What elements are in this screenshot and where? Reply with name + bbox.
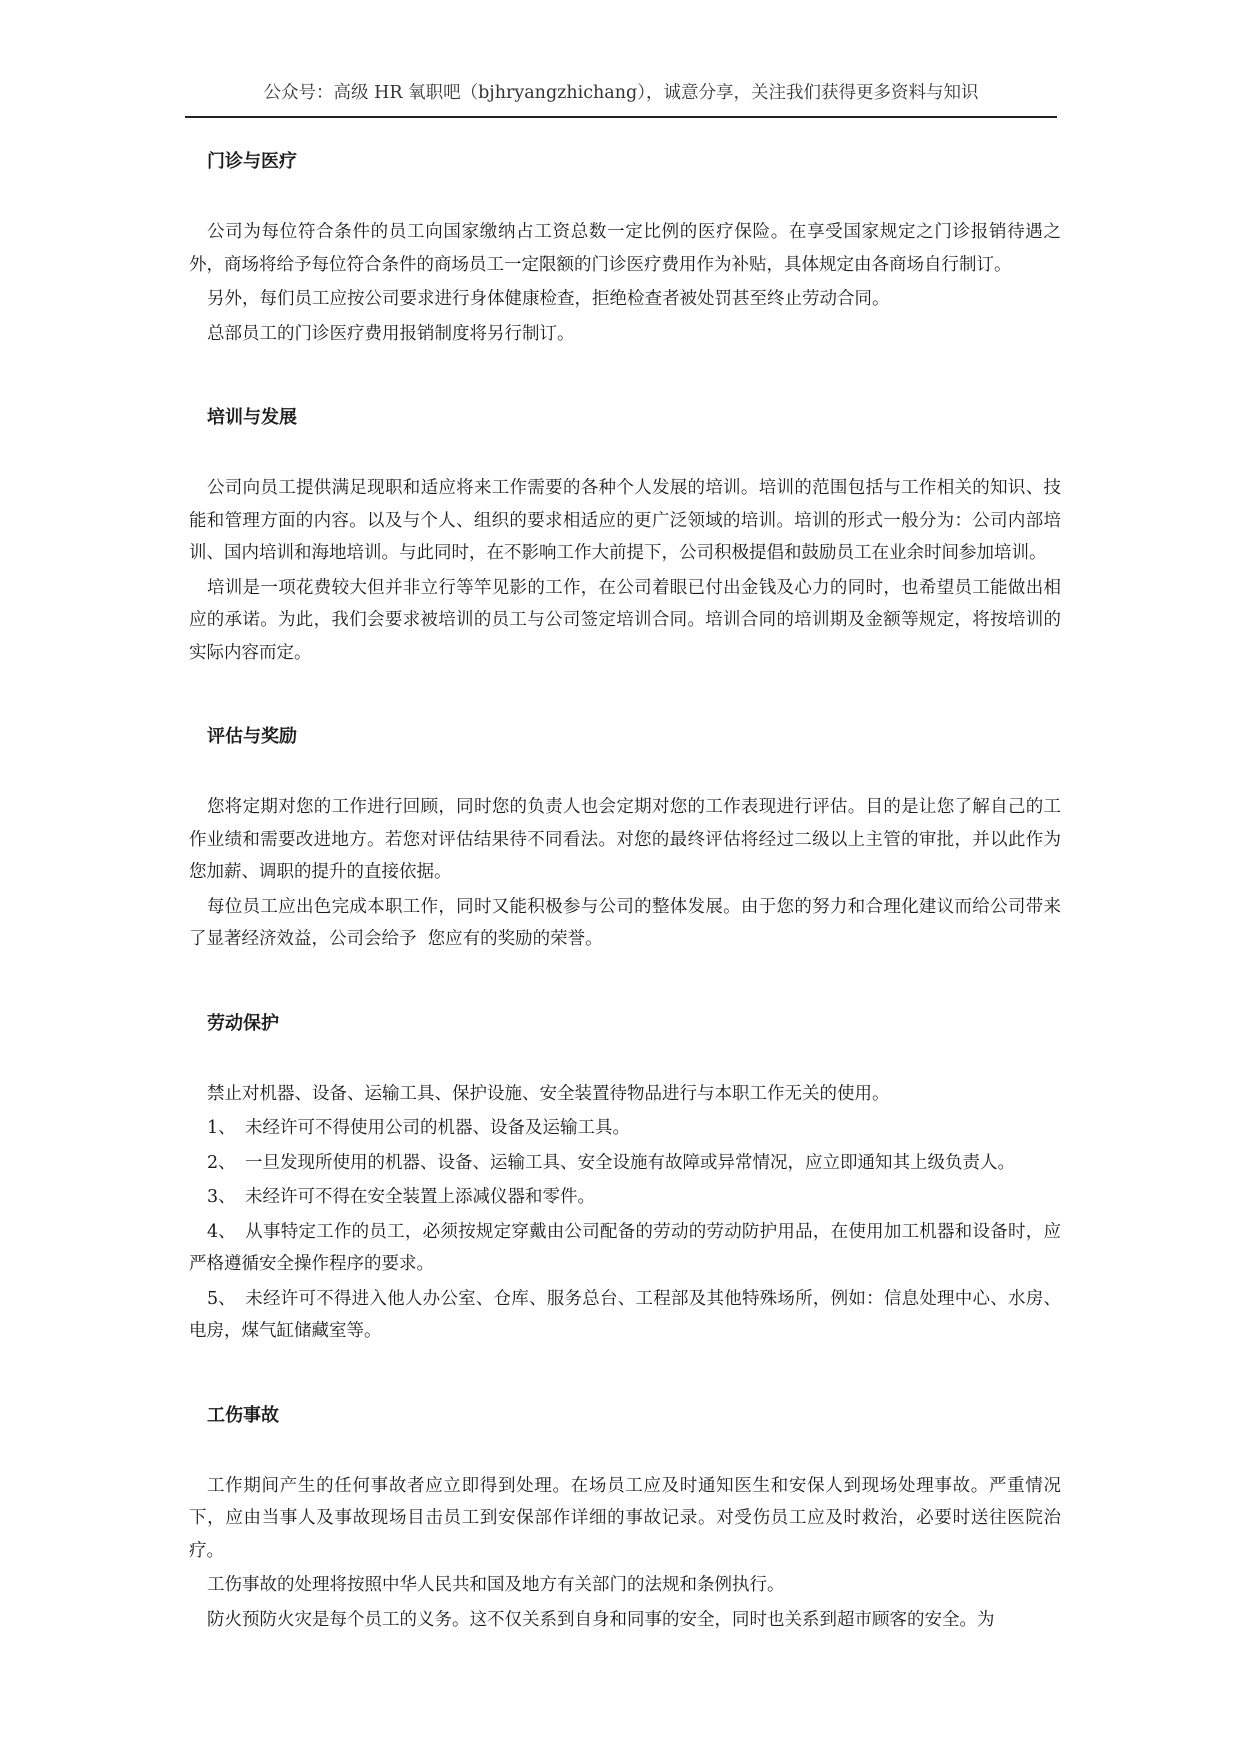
list-item	[189, 1147, 1061, 1180]
list-number: 4、	[207, 1221, 236, 1242]
section-title: 劳动保护	[207, 1012, 279, 1034]
list-text: 未经许可不得在安全装置上添减仪器和零件。	[245, 1187, 595, 1207]
paragraph: 禁止对机器、设备、运输工具、保护设施、安全装置待物品进行与本职工作无关的使用。	[207, 1083, 890, 1104]
document-body	[189, 130, 1061, 1638]
paragraph: 您将定期对您的工作进行回顾，同时您的负责人也会定期对您的工作表现进行评估。目的是让您了解自己的工作业绩和需要改进地方。若您对评估结果待不同看法。对您的最终评估将经过二级以上主管的审批，并以此作为您加薪、调职的提升的直接依据。	[189, 797, 1061, 882]
paragraph: 总部员工的门诊医疗费用报销制度将另行制订。	[207, 323, 575, 344]
list-text: 未经许可不得使用公司的机器、设备及运输工具。	[245, 1118, 630, 1138]
list-text: 未经许可不得进入他人办公室、仓库、服务总台、工程部及其他特殊场所，例如：信息处理中心、水房、电房，煤气缸储藏室等。	[189, 1288, 1061, 1341]
list-number: 5、	[207, 1288, 236, 1309]
section-title: 培训与发展	[207, 407, 297, 428]
paragraph: 工伤事故的处理将按照中华人民共和国及地方有关部门的法规和条例执行。	[207, 1575, 785, 1595]
list-number: 1、	[207, 1118, 236, 1138]
list-text: 一旦发现所使用的机器、设备、运输工具、安全设施有故障或异常情况，应立即通知其上级负责人。	[245, 1152, 1015, 1173]
list-item	[189, 1181, 1061, 1214]
paragraph: 工作期间产生的任何事故者应立即得到处理。在场员工应及时通知医生和安保人到现场处理事故。严重情况下，应由当事人及事故现场目击员工到安保部作详细的事故记录。对受伤员工应及时救治，必要时送往医院治疗。	[189, 1475, 1061, 1561]
paragraph: 另外，每们员工应按公司要求进行身体健康检查，拒绝检查者被处罚甚至终止劳动合同。	[207, 289, 890, 309]
section-title: 工伤事故	[207, 1404, 279, 1426]
section-training-development	[189, 391, 1061, 669]
list-text: 从事特定工作的员工，必须按规定穿戴由公司配备的劳动的劳动防护用品，在使用加工机器和设备时，应严格遵循安全操作程序的要求。	[189, 1221, 1061, 1274]
paragraph: 防火预防火灾是每个员工的义务。这不仅关系到自身和同事的安全，同时也关系到超市顾客的安全。为	[207, 1609, 995, 1630]
paragraph: 公司向员工提供满足现职和适应将来工作需要的各种个人发展的培训。培训的范围包括与工作相关的知识、技能和管理方面的内容。以及与个人、组织的要求相适应的更广泛领域的培训。培训的形式一般分为：公司内部培训、国内培训和海地培训。与此同时，在不影响工作大前提下，公司积极提倡和鼓励员工在业余时间参加培训。	[189, 478, 1061, 563]
list-number: 3、	[207, 1187, 236, 1207]
section-work-injury	[189, 1389, 1061, 1637]
section-labor-protection	[189, 997, 1061, 1348]
header-text: 公众号：高级 HR 氧职吧（bjhryangzhichang），诚意分享，关注我们获得更多资料与知识	[263, 83, 979, 103]
paragraph: 公司为每位符合条件的员工向国家缴纳占工资总数一定比例的医疗保险。在享受国家规定之门诊报销待遇之外，商场将给予每位符合条件的商场员工一定限额的门诊医疗费用作为补贴，具体规定由各商场自行制订。	[189, 222, 1061, 275]
page-header	[185, 78, 1057, 118]
section-title: 门诊与医疗	[207, 151, 297, 172]
paragraph: 培训是一项花费较大但并非立行等竿见影的工作，在公司着眼已付出金钱及心力的同时，也希望员工能做出相应的承诺。为此，我们会要求被培训的员工与公司签定培训合同。培训合同的培训期及金额等规定，将按培训的实际内容而定。	[189, 577, 1061, 663]
list-item	[189, 1216, 1061, 1281]
list-number: 2、	[207, 1152, 236, 1173]
list-item	[189, 1283, 1061, 1348]
paragraph: 每位员工应出色完成本职工作，同时又能积极参与公司的整体发展。由于您的努力和合理化建议而给公司带来了显著经济效益，公司会给予 您应有的奖励的荣誉。	[189, 896, 1061, 949]
section-evaluation-rewards	[189, 710, 1061, 956]
section-title: 评估与奖励	[207, 726, 297, 747]
section-clinic-medical	[189, 135, 1061, 350]
list-item	[189, 1112, 1061, 1145]
